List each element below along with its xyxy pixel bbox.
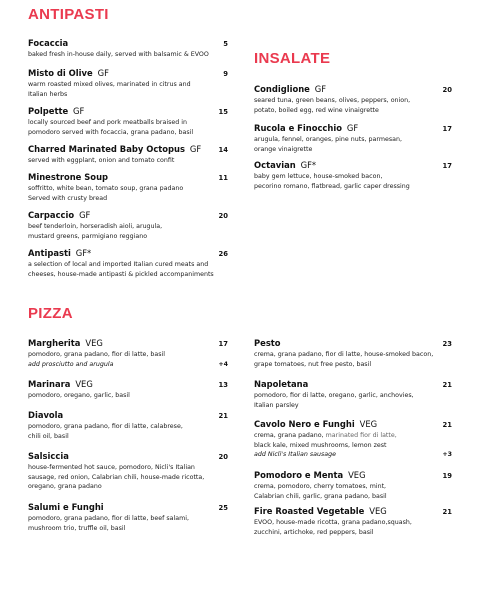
item-description: crema, pomodoro, cherry tomatoes, mint, Calabrian chili, garlic, grana padano, basil [254, 483, 387, 500]
item-name: Charred Marinated Baby Octopus [28, 144, 185, 154]
addon-row [28, 360, 228, 370]
item-price: 9 [223, 70, 228, 78]
addon-price: +4 [218, 360, 228, 368]
menu-item [254, 338, 452, 369]
item-name: Fire Roasted Vegetable [254, 506, 365, 516]
item-name: Margherita [28, 338, 81, 348]
item-price: 14 [218, 146, 228, 154]
item-name: Minestrone Soup [28, 172, 109, 182]
antipasti-heading: ANTIPASTI [28, 6, 109, 23]
menu-item [254, 506, 452, 537]
item-name: Antipasti [28, 248, 71, 258]
item-price: 17 [218, 340, 228, 348]
item-price: 11 [218, 174, 228, 182]
addon-row [254, 450, 452, 460]
item-description [254, 431, 452, 450]
item-name: Focaccia [28, 38, 69, 48]
item-price: 20 [442, 86, 452, 94]
item-tag: GF [79, 210, 91, 220]
item-description: baked fresh in-house daily, served with balsamic & EVOO [28, 51, 209, 58]
item-price: 17 [442, 125, 452, 133]
menu-item [254, 123, 452, 154]
item-price: 26 [218, 250, 228, 258]
item-price: 17 [442, 162, 452, 170]
menu-item [28, 68, 228, 99]
item-price: 19 [442, 472, 452, 480]
insalate-heading: INSALATE [254, 50, 331, 67]
item-name: Salsiccia [28, 451, 69, 461]
item-name: Salumi e Funghi [28, 502, 104, 512]
item-price: 5 [223, 40, 228, 48]
item-tag: VEG [369, 506, 387, 516]
menu-item [28, 38, 228, 60]
item-name: Napoletana [254, 379, 309, 389]
item-name: Pomodoro e Menta [254, 470, 344, 480]
item-name: Pesto [254, 338, 281, 348]
menu-item [28, 248, 228, 279]
item-description: soffritto, white bean, tomato soup, grana padano Served with crusty bread [28, 185, 184, 202]
menu-item [28, 144, 228, 166]
item-description: a selection of local and imported Italian cured meats and cheeses, house-made antipasti & pickled accompaniments [28, 261, 214, 278]
item-price: 25 [218, 504, 228, 512]
item-description: pomodoro, grana padano, fior di latte, calabrese, chili oil, basil [28, 423, 183, 440]
item-tag: VEG [348, 470, 366, 480]
item-description: pomodoro, grana padano, fior di latte, basil [28, 351, 166, 358]
addon-price: +3 [442, 451, 452, 459]
item-name: Condiglione [254, 84, 310, 94]
item-description: warm roasted mixed olives, marinated in citrus and Italian herbs [28, 81, 191, 98]
item-description: seared tuna, green beans, olives, peppers, onion, potato, boiled egg, red wine vinaigrette [254, 97, 411, 114]
item-description: baby gem lettuce, house-smoked bacon, pecorino romano, flatbread, garlic caper dressing [254, 173, 410, 190]
description-part: black kale, mixed mushrooms, lemon zest [254, 441, 387, 449]
item-name: Octavian [254, 160, 296, 170]
item-description: house-fermented hot sauce, pomodoro, Nicli's Italian sausage, red onion, Calabrian chili, house-made ricotta, oregano, grana padano [28, 464, 205, 491]
menu-item [28, 210, 228, 241]
menu-item [28, 172, 228, 203]
item-description: locally sourced beef and pork meatballs braised in pomodoro served with focaccia, grana padano, basil [28, 119, 194, 136]
item-name: Polpette [28, 106, 69, 116]
item-name: Rucola e Finocchio [254, 123, 342, 133]
item-tag: GF [346, 123, 359, 133]
pizza-heading: PIZZA [28, 305, 73, 322]
menu-item [254, 470, 452, 501]
item-price: 15 [218, 108, 228, 116]
item-tag: GF [73, 106, 85, 116]
item-name: Diavola [28, 410, 64, 420]
menu-item [254, 379, 452, 410]
item-description: EVOO, house-made ricotta, grana padano,squash, zucchini, artichoke, red peppers, basil [254, 519, 412, 536]
menu-item [28, 410, 228, 441]
menu-item [254, 419, 452, 460]
item-price: 21 [442, 381, 452, 389]
item-description: served with eggplant, onion and tomato confit [28, 157, 175, 164]
item-tag: GF* [300, 160, 317, 170]
item-price: 13 [218, 381, 228, 389]
menu-item [28, 502, 228, 533]
item-tag: GF [314, 84, 327, 94]
item-description: arugula, fennel, oranges, pine nuts, parmesan, orange vinaigrette [254, 136, 403, 153]
item-tag: GF [97, 68, 109, 78]
item-tag: VEG [75, 379, 93, 389]
item-price: 21 [218, 412, 228, 420]
item-price: 21 [442, 508, 452, 516]
menu-item [28, 379, 228, 401]
menu-item [28, 451, 228, 492]
item-description: pomodoro, oregano, garlic, basil [28, 392, 130, 399]
item-price: 20 [218, 453, 228, 461]
addon-label: add prosciutto and arugula [28, 360, 114, 368]
item-name: Misto di Olive [28, 68, 93, 78]
menu-item [28, 338, 228, 369]
item-name: Carpaccio [28, 210, 75, 220]
item-description: beef tenderloin, horseradish aioli, arugula, mustard greens, parmigiano reggiano [28, 223, 163, 240]
addon-label: add Nicli's Italian sausage [254, 451, 336, 459]
item-description: crema, grana padano, fior di latte, house-smoked bacon, grape tomatoes, nut free pesto, basil [254, 351, 434, 368]
description-part: crema, grana padano, [254, 432, 326, 439]
item-tag: VEG [359, 419, 378, 429]
item-price: 20 [218, 212, 228, 220]
item-tag: GF* [75, 248, 92, 258]
item-description: pomodoro, grana padano, fior di latte, beef salami, mushroom trio, truffle oil, basil [28, 515, 190, 532]
item-tag: GF [189, 144, 202, 154]
item-tag: VEG [85, 338, 103, 348]
menu-item [28, 106, 228, 137]
item-name: Cavolo Nero e Funghi [254, 419, 355, 429]
item-name: Marinara [28, 379, 71, 389]
item-price: 23 [442, 340, 452, 348]
item-description: pomodoro, fior di latte, oregano, garlic, anchovies, Italian parsley [254, 392, 414, 409]
item-price: 21 [442, 421, 452, 429]
description-highlight: marinated fior di latte, [325, 432, 397, 439]
menu-item [254, 160, 452, 191]
menu-item [254, 84, 452, 115]
